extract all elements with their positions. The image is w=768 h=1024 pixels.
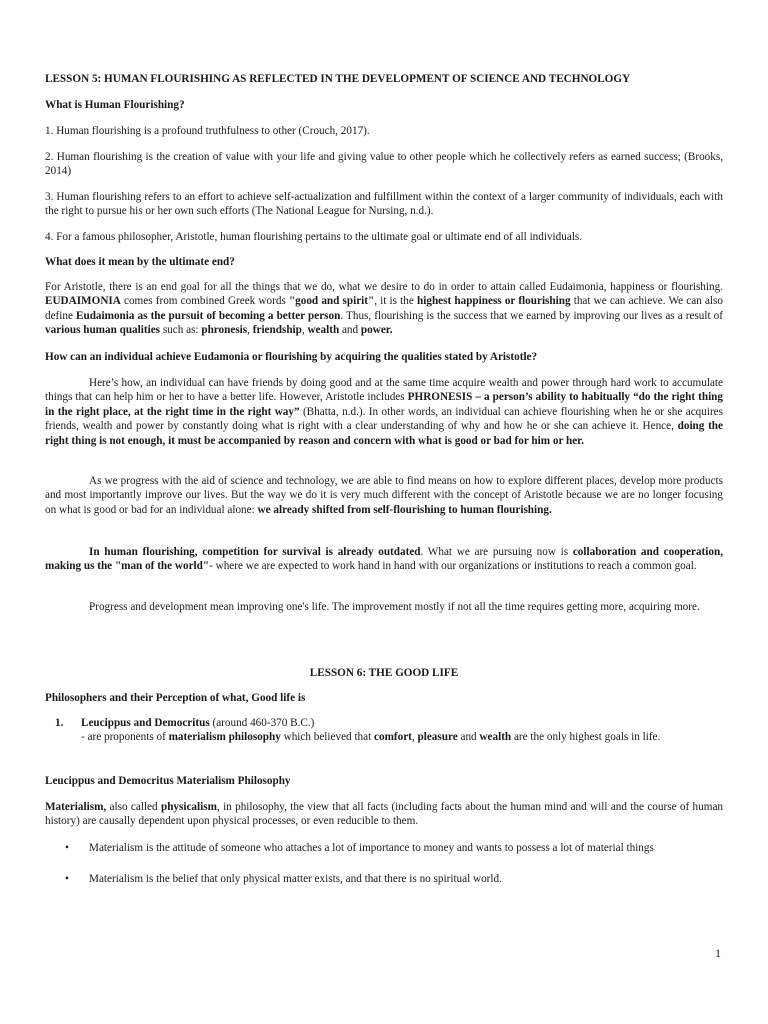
bullet-item: • Materialism is the belief that only physical matter exists, and that there is no spiritual world.: [65, 873, 502, 885]
paragraph-progress-science: As we progress with the aid of science and technology, we are able to find means on how to explore different places, develop more products and most importantly improve our lives. But the way we do it is very much different with the concept of Aristotle because we are no longer focusing on what is good or bad for an individual alone: we already shifted from self-flourishing to human flourishing.: [45, 475, 723, 516]
page-number: 1: [715, 946, 721, 960]
definition-1: 1. Human flourishing is a profound truthfulness to other (Crouch, 2017).: [45, 125, 370, 137]
question-what-is-flourishing: What is Human Flourishing?: [45, 99, 185, 111]
heading-materialism: Leucippus and Democritus Materialism Philosophy: [45, 775, 291, 787]
paragraph-heres-how: Here’s how, an individual can have friends by doing good and at the same time acquire wealth and power through hard work to accumulate things that can help him or her to have a better life. However, Aristotle includes PHRONESIS – a person’s ability to habitually “do the right thing in the right place, at the right time in the right way” (Bhatta, n.d.). In other words, an individual can achieve flourishing when he or she acquires friends, wealth and power by constantly doing what is right with a clear understanding of why and how he or she can achieve it. Hence, doing the right thing is not enough, it must be accompanied by reason and concern with what is good or bad for him or her.: [45, 377, 723, 447]
question-ultimate-end: What does it mean by the ultimate end?: [45, 256, 235, 268]
bullet-item: • Materialism is the attitude of someone who attaches a lot of importance to money and wants to possess a lot of material things: [65, 842, 654, 854]
paragraph-development: Progress and development mean improving one's life. The improvement mostly if not all the time requires getting more, acquiring more.: [89, 601, 700, 613]
lesson6-title: LESSON 6: THE GOOD LIFE: [309, 667, 459, 679]
paragraph-materialism: Materialism, also called physicalism, in philosophy, the view that all facts (including facts about the human mind and will and the course of human history) are causally dependent upon physical processes, or even reducible to them.: [45, 801, 723, 828]
lesson6-subtitle: Philosophers and their Perception of what, Good life is: [45, 692, 306, 704]
definition-3: 3. Human flourishing refers to an effort to achieve self-actualization and fulfillment within the context of a larger community of individuals, each with the right to pursue his or her own such efforts (The National League for Nursing, n.d.).: [45, 191, 723, 218]
paragraph-competition: In human flourishing, competition for survival is already outdated. What we are pursuing now is collaboration and cooperation, making us the "man of the world"- where we are expected to work hand in hand with our organizations or institutions to reach a common goal.: [45, 546, 724, 573]
list-number: 1.: [55, 717, 64, 729]
paragraph-ultimate-end: For Aristotle, there is an end goal for all the things that we do, what we desire to do in order to attain called Eudaimonia, happiness or flourishing. EUDAIMONIA comes from combined Greek words "good and spirit", it is the highest happiness or flourishing that we can achieve. We can also define Eudaimonia as the pursuit of becoming a better person. Thus, flourishing is the success that we earned by improving our lives as a result of various human qualities such as: phronesis, friendship, wealth and power.: [45, 281, 724, 337]
bullet-icon: •: [65, 873, 69, 885]
definition-2: 2. Human flourishing is the creation of value with your life and giving value to other people which he collectively refers as earned success; (Brooks, 2014): [45, 151, 723, 178]
philosopher-list-item: [45, 716, 723, 745]
bullet-icon: •: [65, 842, 69, 854]
definition-4: 4. For a famous philosopher, Aristotle, human flourishing pertains to the ultimate goal or ultimate end of all individuals.: [45, 231, 583, 243]
question-achieve-eudaimonia: How can an individual achieve Eudamonia or flourishing by acquiring the qualities stated by Aristotle?: [45, 351, 538, 363]
philosopher-name-line: Leucippus and Democritus (around 460-370 B.C.): [81, 717, 315, 729]
lesson5-title: LESSON 5: HUMAN FLOURISHING AS REFLECTED IN THE DEVELOPMENT OF SCIENCE AND TECHNOLOGY: [45, 73, 631, 85]
philosopher-description: - are proponents of materialism philosophy which believed that comfort, pleasure and wealth are the only highest goals in life.: [81, 731, 661, 744]
